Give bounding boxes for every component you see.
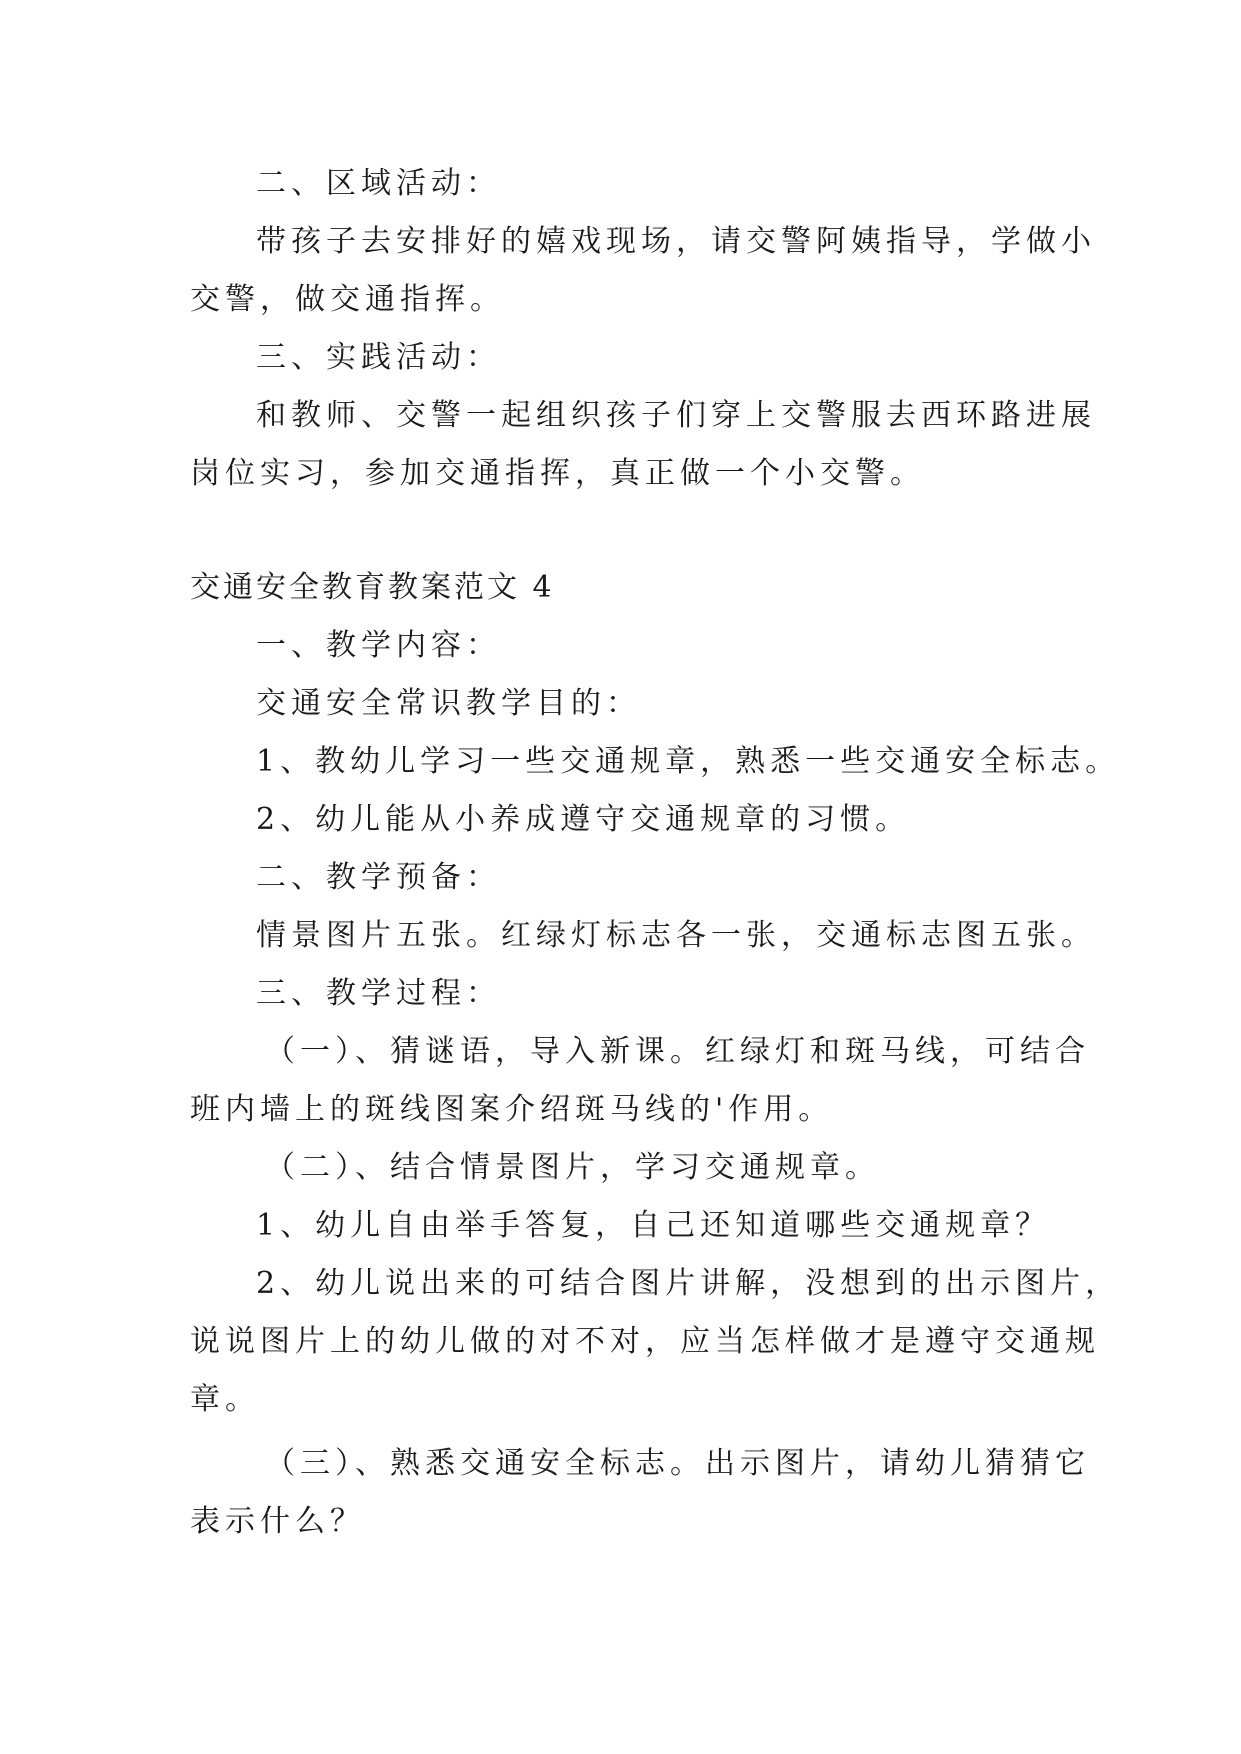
paragraph-line: 表示什么？ <box>190 1504 365 1539</box>
paragraph-line: 带孩子去安排好的嬉戏现场，请交警阿姨指导，学做小 <box>256 224 1096 259</box>
paragraph-line: （二）、结合情景图片，学习交通规章。 <box>265 1150 880 1185</box>
list-item: 2、幼儿能从小养成遵守交通规章的习惯。 <box>256 802 911 837</box>
paragraph-line: 情景图片五张。红绿灯标志各一张，交通标志图五张。 <box>256 918 1096 953</box>
list-item: 1、幼儿自由举手答复，自己还知道哪些交通规章？ <box>256 1208 1051 1243</box>
section-heading-teaching-process: 三、教学过程： <box>256 976 501 1011</box>
paragraph-line: 交通安全常识教学目的： <box>256 686 641 721</box>
section-heading-teaching-preparation: 二、教学预备： <box>256 860 501 895</box>
paragraph-line: 岗位实习，参加交通指挥，真正做一个小交警。 <box>190 456 925 491</box>
section-heading-teaching-content: 一、教学内容： <box>256 628 501 663</box>
paragraph-line: 章。 <box>190 1382 260 1417</box>
article-title: 交通安全教育教案范文 4 <box>190 570 555 605</box>
paragraph-line: （一）、猜谜语，导入新课。红绿灯和斑马线，可结合 <box>265 1034 1090 1069</box>
section-heading-practice-activity: 三、实践活动： <box>256 340 501 375</box>
paragraph-line: 说说图片上的幼儿做的对不对，应当怎样做才是遵守交通规 <box>190 1324 1100 1359</box>
paragraph-line: 和教师、交警一起组织孩子们穿上交警服去西环路进展 <box>256 398 1096 433</box>
list-item: 2、幼儿说出来的可结合图片讲解，没想到的出示图片， <box>256 1266 1121 1301</box>
section-heading-area-activity: 二、区域活动： <box>256 166 501 201</box>
list-item: 1、教幼儿学习一些交通规章，熟悉一些交通安全标志。 <box>256 744 1121 779</box>
paragraph-line: 班内墙上的斑线图案介绍斑马线的'作用。 <box>190 1092 834 1127</box>
paragraph-line: （三）、熟悉交通安全标志。出示图片，请幼儿猜猜它 <box>265 1446 1090 1481</box>
paragraph-line: 交警，做交通指挥。 <box>190 282 505 317</box>
